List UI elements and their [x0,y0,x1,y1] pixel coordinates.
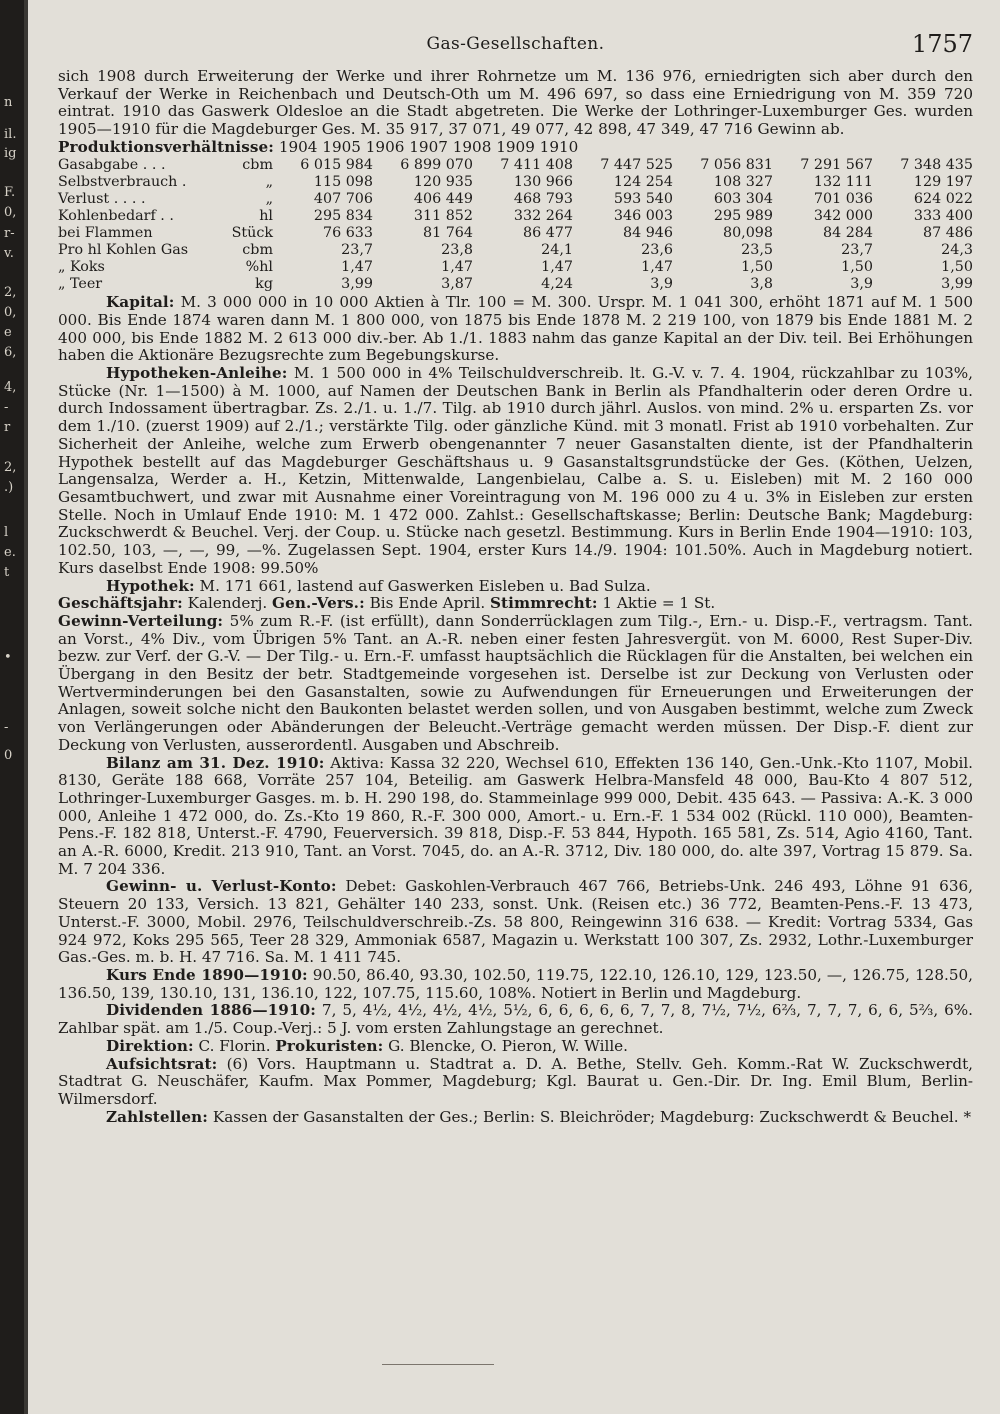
production-value: 407 706 [313,190,373,207]
production-value: 84 946 [622,224,673,241]
production-value: 132 111 [813,173,873,190]
production-value: 1,50 [941,259,973,276]
production-row [58,208,973,225]
production-value: 23,5 [741,241,773,258]
production-value: 1,47 [641,259,673,276]
document-page [58,24,973,1394]
production-value: 7 348 435 [900,156,973,173]
production-unit: cbm [242,156,273,173]
production-value: 701 036 [813,190,873,207]
production-value: 295 989 [713,207,773,224]
production-value: 332 264 [513,207,573,224]
production-value: 130 966 [513,173,573,190]
paragraph-paying-offices: Zahlstellen: Kassen der Gasanstalten der Ges.; Berlin: S. Bleichröder; Magdeburg: Zuckschwerdt & Beuchel. * [106,1107,972,1126]
page-header [58,24,973,58]
production-unit: hl [259,207,273,224]
production-unit: „ [265,173,273,190]
production-value: 3,8 [750,276,773,293]
production-label: „ Koks [58,259,105,276]
production-value: 333 400 [913,207,973,224]
production-value: 3,99 [341,276,373,293]
production-value: 3,87 [441,276,473,293]
production-value: 23,6 [641,241,673,258]
running-head: Gas-Gesellschaften. [426,34,605,54]
production-value: 124 254 [613,173,673,190]
production-value: 3,9 [850,276,873,293]
paragraph-business-year: Geschäftsjahr: Kalenderj. Gen.-Vers.: Bis Ende April. Stimmrecht: 1 Aktie = 1 St. [58,594,716,613]
production-value: 346 003 [613,207,673,224]
paragraph-capital: Kapital: M. 3 000 000 in 10 000 Aktien à Tlr. 100 = M. 300. Urspr. M. 1 041 300, erhöht 1871 auf M. 1 500 000. Bis Ende 1874 waren dann M. 1 800 000, von 1875 bis Ende 1878 M. 2 219 100, von 1879 bis Ende 1881 M. 2 400 000, bis Ende 1882 M. 2 613 000 div.-ber. Ab 1./1. 1883 nahm das ganze Kapital an der Div. teil. Bei Erhöhungen haben die Aktionäre Bezugsrechte zum Begebungskurse. [58,293,974,365]
production-value: 84 284 [822,224,873,241]
left-margin-fragment: n il. ig F. 0, r- v. 2, 0, e 6, 4, - r 2, .) l e. t • - 0 [4,95,17,763]
production-label: Pro hl Kohlen Gas [58,241,189,258]
production-value: 1,47 [341,259,373,276]
production-label: bei Flammen [58,224,153,241]
production-value: 7 056 831 [700,156,773,173]
production-label: Gasabgabe . . . [58,156,166,173]
production-value: 129 197 [913,173,973,190]
production-unit: %hl [245,259,273,276]
paragraph-balance: Bilanz am 31. Dez. 1910: Aktiva: Kassa 32 220, Wechsel 610, Effekten 136 140, Gen.-Unk.-Kto 1107, Mobil. 8130, Geräte 188 668, Vorräte 257 104, Beteilig. am Gaswerk Helbra-Mansfeld 48 000, Bau-Kto 4 807 512, Lothringer-Luxemburger Gasges. m. b. H. 290 198, do. Stammeinlage 999 000, Debit. 435 643. — Passiva: A.-K. 3 000 000, Anleihe 1 472 000, do. Zs.-Kto 19 860, R.-F. 300 000, Amort.- u. Ern.-F. 1 534 002 (Rückl. 110 000), Beamten-Pens.-F. 182 818, Unterst.-F. 4790, Feuerversich. 39 818, Disp.-F. 53 844, Hypoth. 165 581, Zs. 514, Agio 4160, Tant. an A.-R. 6000, Kredit. 213 910, Tant. an Vorst. 7045, do. an A.-R. 3712, Div. 180 000, do. alte 397, Vortrag 15 879. Sa. M. 7 204 336. [58,753,974,878]
production-value: 6 015 984 [300,156,373,173]
paragraph-mortgage: Hypothek: M. 171 661, lastend auf Gaswerken Eisleben u. Bad Sulza. [106,576,651,595]
production-value: 1,47 [441,259,473,276]
paragraph-board: Direktion: C. Florin. Prokuristen: G. Blencke, O. Pieron, W. Wille. [106,1036,629,1055]
production-heading: Produktionsverhältnisse: 1904 1905 1906 1907 1908 1909 1910 [58,137,579,156]
production-value: 23,7 [841,241,873,258]
production-label: Verlust . . . . [58,190,146,207]
production-value: 311 852 [413,207,473,224]
production-value: 7 291 567 [800,156,873,173]
paragraph-dividends: Dividenden 1886—1910: 7, 5, 4½, 4½, 4½, 4½, 5½, 6, 6, 6, 6, 6, 7, 7, 8, 7½, 7½, 6⅔, 7, 7, 7, 6, 6, 5⅔, 6%. Zahlbar spät. am 1./5. Coup.-Verj.: 5 J. vom ersten Zahlungstage an gerechnet. [58,1001,974,1038]
production-value: 624 022 [913,190,973,207]
production-row [58,242,973,259]
production-value: 23,7 [341,241,373,258]
paragraph-history: sich 1908 durch Erweiterung der Werke und ihrer Rohrnetze um M. 136 976, erniedrigten sich aber durch den Verkauf der Werke in Reichenbach und Deutsch-Oth um M. 496 697, so dass eine Erniedrigung von M. 359 720 eintrat. 1910 das Gaswerk Oldesloe an die Stadt abgetreten. Die Werke der Lothringer-Luxemburger Ges. wurden 1905—1910 für die Magdeburger Ges. M. 35 917, 37 071, 49 077, 42 898, 47 349, 47 716 Gewinn ab. [58,67,973,139]
ending-rule [382,1364,494,1365]
production-value: 6 899 070 [400,156,473,173]
paragraph-supervisory-board: Aufsichtsrat: (6) Vors. Hauptmann u. Stadtrat a. D. A. Bethe, Stellv. Geh. Komm.-Rat W. Zuckschwerdt, Stadtrat G. Neuschäfer, Kaufm. Max Pommer, Magdeburg; Kgl. Baurat u. Gen.-Dir. Dr. Ing. Emil Blum, Berlin-Wilmersdorf. [58,1054,973,1108]
paragraph-loss-account: Gewinn- u. Verlust-Konto: Debet: Gaskohlen-Verbrauch 467 766, Betriebs-Unk. 246 493, Löhne 91 636, Steuern 20 133, Versich. 13 821, Gehälter 140 233, sonst. Unk. (Reisen etc.) 36 772, Beamten-Pens.-F. 13 473, Unterst.-F. 3000, Mobil. 2976, Teilschuldverschreib.-Zs. 58 800, Reingewinn 316 638. — Kredit: Vortrag 5334, Gas 924 972, Koks 295 565, Teer 28 329, Ammoniak 6587, Magazin u. Werkstatt 100 307, Zs. 2932, Lothr.-Luxemburger Gas.-Ges. m. b. H. 47 716. Sa. M. 1 411 745. [58,877,973,967]
production-value: 295 834 [313,207,373,224]
production-value: 87 486 [922,224,973,241]
production-value: 468 793 [513,190,573,207]
production-label: Selbstverbrauch . [58,173,187,190]
production-value: 1,47 [541,259,573,276]
production-value: 23,8 [441,241,473,258]
production-value: 120 935 [413,173,473,190]
production-value: 3,9 [650,276,673,293]
production-value: 115 098 [313,173,373,190]
production-unit: kg [255,276,273,293]
production-row [58,276,973,293]
production-label: Kohlenbedarf . . [58,207,174,224]
production-value: 342 000 [813,207,873,224]
production-unit: Stück [231,224,273,241]
production-value: 24,1 [541,241,573,258]
production-value: 80,098 [722,224,773,241]
production-row [58,157,973,174]
production-value: 86 477 [522,224,573,241]
paragraph-profit-distribution: Gewinn-Verteilung: 5% zum R.-F. (ist erfüllt), dann Sonderrücklagen zum Tilg.-, Ern.- u. Disp.-F., vertragsm. Tant. an Vorst., 4% Div., vom Übrigen 5% Tant. an A.-R. neben einer festen Jahresvergüt. von M. 6000, Rest Super-Div. bezw. zur Verf. der G.-V. — Der Tilg.- u. Ern.-F. umfasst hauptsächlich die Rücklagen für die Anstalten, bei welchen ein Übergang in den Besitz der betr. Stadtgemeinde vorgesehen ist. Derselbe ist zur Deckung von Verlusten oder Wertverminderungen bei den Gasanstalten, sowie zu Aufwendungen für Erneuerungen und Erweiterungen der Anlagen, soweit solche nicht den Baukonten belastet werden sollen, und von Ausgaben bestimmt, welche zum Zweck von Verlängerungen oder Abänderungen der Beleucht.-Verträge gemacht werden müssen. Der Disp.-F. dient zur Deckung von Verlusten, ausserordentl. Ausgaben und Abschreib. [58,611,973,754]
production-unit: „ [265,190,273,207]
production-row [58,174,973,191]
production-table [58,157,973,294]
page-number: 1757 [911,30,973,58]
production-value: 593 540 [613,190,673,207]
production-value: 1,50 [741,259,773,276]
production-row [58,225,973,242]
paragraph-mortgage-loan: Hypotheken-Anleihe: M. 1 500 000 in 4% Teilschuldverschreib. lt. G.-V. v. 7. 4. 1904, rückzahlbar zu 103%, Stücke (Nr. 1—1500) à M. 1000, auf Namen der Deutschen Bank in Berlin als Pfandhalterin oder deren Ordre u. durch Indossament übertragbar. Zs. 2./1. u. 1./7. Tilg. ab 1910 durch jährl. Auslos. von mind. 2% u. ersparten Zs. vor dem 1./10. (zuerst 1909) auf 2./1.; verstärkte Tilg. oder gänzliche Künd. mit 3 monatl. Frist ab 1910 vorbehalten. Zur Sicherheit der Anleihe, welche zum Erwerb obengenannter 7 neuer Gasanstalten diente, ist der Pfandhalterin Hypothek bestellt auf das Magdeburger Geschäftshaus u. 9 Gasanstaltsgrundstücke der Ges. (Köthen, Uelzen, Langensalza, Werder a. H., Ketzin, Mittenwalde, Langenbielau, Calbe a. S. u. Eisleben) mit M. 2 160 000 Gesamtbuchwert, und zwar mit Ausnahme einer Voreintragung von M. 196 000 zu 4 u. 3% in Eisleben zur ersten Stelle. Noch in Umlauf Ende 1910: M. 1 472 000. Zahlst.: Gesellschaftskasse; Berlin: Deutsche Bank; Magdeburg: Zuckschwerdt & Beuchel. Verj. der Coup. u. Stücke nach gesetzl. Bestimmung. Kurs in Berlin Ende 1904—1910: 103, 102.50, 103, —, —, 99, —%. Zugelassen Sept. 1904, erster Kurs 14./9. 1904: 101.50%. Auch in Magdeburg notiert. Kurs daselbst Ende 1908: 99.50% [58,364,973,577]
production-value: 603 304 [713,190,773,207]
production-value: 406 449 [413,190,473,207]
production-label: „ Teer [58,276,103,293]
production-row [58,259,973,276]
production-unit: cbm [242,241,273,258]
production-value: 7 411 408 [500,156,573,173]
production-value: 24,3 [941,241,973,258]
production-row [58,191,973,208]
production-value: 108 327 [713,173,773,190]
production-value: 81 764 [422,224,473,241]
production-value: 1,50 [841,259,873,276]
production-value: 76 633 [322,224,373,241]
production-value: 4,24 [541,276,573,293]
production-value: 3,99 [941,276,973,293]
production-value: 7 447 525 [600,156,673,173]
paragraph-share-price: Kurs Ende 1890—1910: 90.50, 86.40, 93.30, 102.50, 119.75, 122.10, 126.10, 129, 123.50, —, 126.75, 128.50, 136.50, 139, 130.10, 131, 136.10, 122, 107.75, 115.60, 108%. Notiert in Berlin und Magdeburg. [58,965,973,1002]
